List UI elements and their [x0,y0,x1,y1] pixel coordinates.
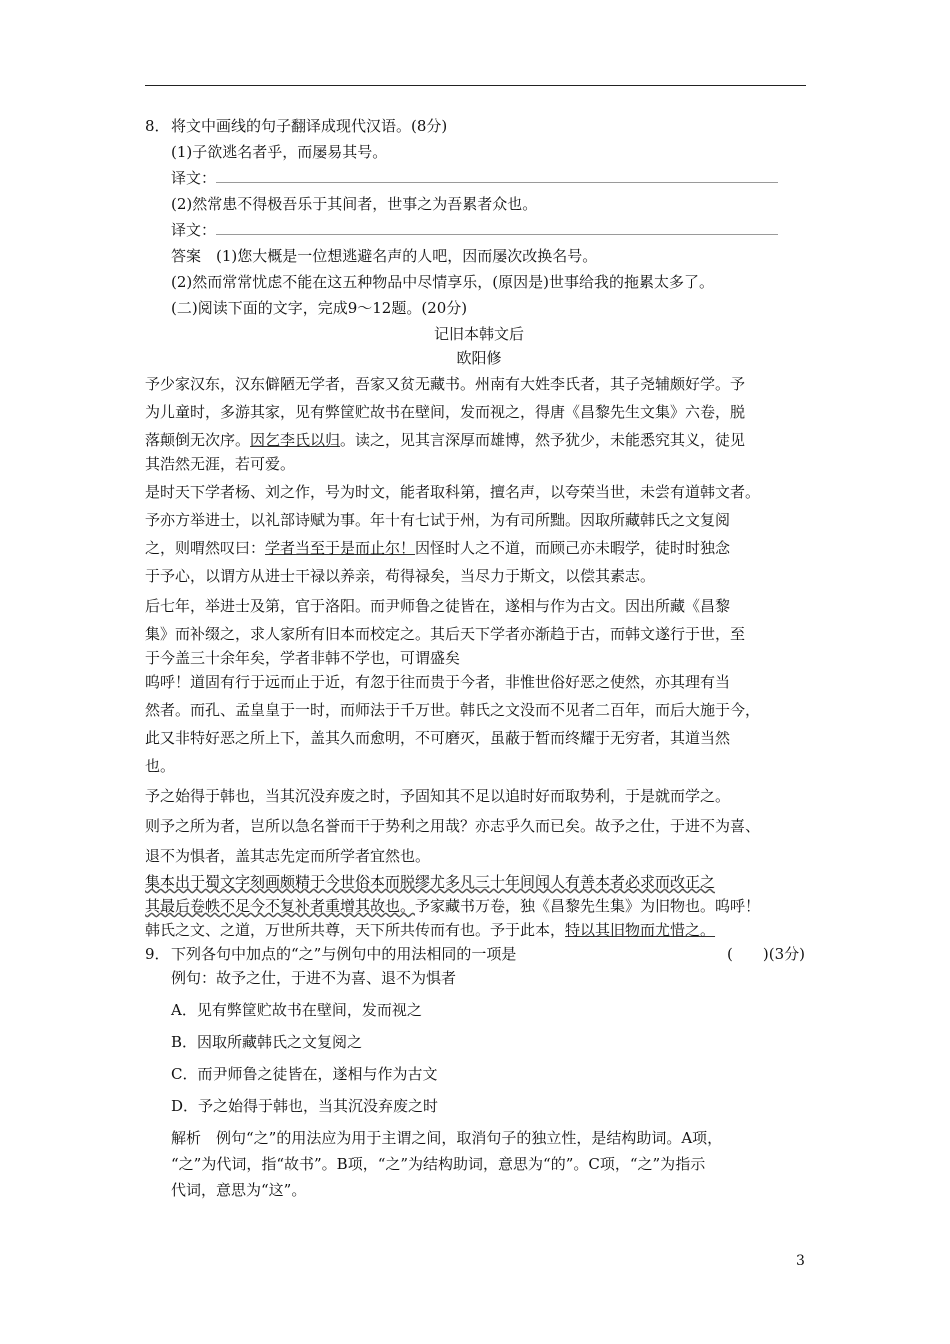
translation-line-1: 译文： [145,168,813,188]
question-8-sentence-1: (1)子欲逃名者乎，而屡易其号。 [171,143,388,161]
passage-paragraph-4 [145,672,813,776]
passage-paragraph-6 [145,872,813,940]
answer-paren[interactable]: ( )(3分) [727,945,805,963]
passage-author: 欧阳修 [456,349,502,367]
passage-line: 则予之所为者，岂所以急名誉而干于势利之用哉？亦志乎久而已矣。故予之仕，于进不为喜、 [145,817,761,835]
header-rule [145,85,806,86]
passage-line: 后七年，举进士及第，官于洛阳。而尹师鲁之徒皆在，遂相与作为古文。因出所藏《昌黎 [145,597,731,615]
question-9-stem: 9．下列各句中加点的“之”与例句中的用法相同的一项是 ( )(3分) [145,945,805,963]
passage-paragraph-5 [145,786,813,866]
passage-line: 予少家汉东，汉东僻陋无学者，吾家又贫无藏书。州南有大姓李氏者，其子尧辅颇好学。予 [145,375,746,393]
passage-line: 为儿童时，多游其家，见有弊筐贮故书在壁间，发而视之，得唐《昌黎先生文集》六卷，脱 [145,403,746,421]
passage-title: 记旧本韩文后 [433,325,524,343]
passage-line: 其浩然无涯，若可爱。 [145,455,296,473]
passage-paragraph-2 [145,482,813,586]
explanation-line-1: 解析 例句“之”的用法应为用于主谓之间，取消句子的独立性，是结构助词。A项， [171,1129,723,1147]
answer-blank-2[interactable] [216,222,778,235]
passage-line: 是时天下学者杨、刘之作，号为时文，能者取科第，擅名声，以夸荣当世，未尝有道韩文者。 [145,483,761,501]
question-9-example: 例句：故予之仕，于进不为喜、退不为惧者 [171,969,457,987]
passage-line: 之，则喟然叹曰：学者当至于是而止尔！因怪时人之不道，而顾己亦未暇学，徒时时独念 [145,539,731,557]
passage-line: 其最后卷帙不足今不复补者重增其故也。予家藏书万卷，独《昌黎先生集》为旧物也。呜呼！ [145,897,761,915]
option-b[interactable]: B．因取所藏韩氏之文复阅之 [171,1033,363,1051]
option-c[interactable]: C．而尹师鲁之徒皆在，遂相与作为古文 [171,1065,438,1083]
section-2-intro: (二)阅读下面的文字，完成9～12题。(20分) [171,299,468,317]
passage-line: 落颠倒无次序。因乞李氏以归。读之，见其言深厚而雄博，然予犹少，未能悉究其义，徒见 [145,431,746,449]
answer-8-part-2: (2)然而常常忧虑不能在这五种物品中尽情享乐，(原因是)世事给我的拖累太多了。 [171,273,714,291]
page-number: 3 [796,1253,805,1269]
option-a[interactable]: A．见有弊筐贮故书在壁间，发而视之 [171,1001,422,1019]
question-8-stem: 8．将文中画线的句子翻译成现代汉语。(8分) [145,117,448,135]
explanation-line-2: “之”为代词，指“故书”。B项，“之”为结构助词，意思为“的”。C项，“之”为指示 [171,1155,706,1173]
explanation-line-3: 代词，意思为“这”。 [171,1181,307,1199]
underlined-sentence-3: 特以其旧物而尤惜之。 [565,921,716,939]
passage-line: 退不为惧者，盖其志先定而所学者宜然也。 [145,847,431,865]
passage-paragraph-1 [145,374,813,474]
passage-line: 此又非特好恶之所上下，盖其久而愈明，不可磨灭，虽蔽于暂而终耀于无穷者，其道当然 [145,729,731,747]
option-d[interactable]: D．予之始得于韩也，当其沉没弃废之时 [171,1097,439,1115]
passage-line: 然者。而孔、孟皇皇于一时，而师法于千万世。韩氏之文没而不见者二百年，而后大施于今， [145,701,761,719]
passage-line: 也。 [145,757,176,775]
passage-line: 于予心，以谓方从进士干禄以养亲，苟得禄矣，当尽力于斯文，以偿其素志。 [145,567,656,585]
passage-line: 集》而补缀之，求人家所有旧本而校定之。其后天下学者亦渐趋于古，而韩文遂行于世，至 [145,625,746,643]
wavy-underlined-segment: 其最后卷帙不足今不复补者重增其故也。 [145,897,416,915]
passage-line: 予亦方举进士，以礼部诗赋为事。年十有七试于州，为有司所黜。因取所藏韩氏之文复阅 [145,511,731,529]
passage-line: 于今盖三十余年矣，学者非韩不学也，可谓盛矣 [145,649,461,667]
question-8-sentence-2: (2)然常患不得极吾乐于其间者，世事之为吾累者众也。 [171,195,538,213]
underlined-sentence-1: 因乞李氏以归 [250,431,341,449]
passage-line: 呜呼！道固有行于远而止于近，有忽于往而贵于今者，非惟世俗好恶之使然，亦其理有当 [145,673,731,691]
answer-8-part-1: 答案 (1)您大概是一位想逃避名声的人吧，因而屡次改换名号。 [171,247,598,265]
page-content [145,116,813,1200]
passage-paragraph-3 [145,596,813,668]
passage-line: 予之始得于韩也，当其沉没弃废之时，予固知其不足以追时好而取势利，于是就而学之。 [145,787,731,805]
underlined-sentence-2: 学者当至于是而止尔！ [265,539,416,557]
passage-line: 韩氏之文、之道，万世所共尊，天下所共传而有也。予于此本，特以其旧物而尤惜之。 [145,921,716,939]
answer-blank-1[interactable] [216,170,778,183]
translation-line-2: 译文： [145,220,813,240]
wavy-underlined-line: 集本出于蜀文字刻画颇精于今世俗本而脱缪尤多凡三十年间闻人有善本者必求而改正之 [145,873,716,891]
